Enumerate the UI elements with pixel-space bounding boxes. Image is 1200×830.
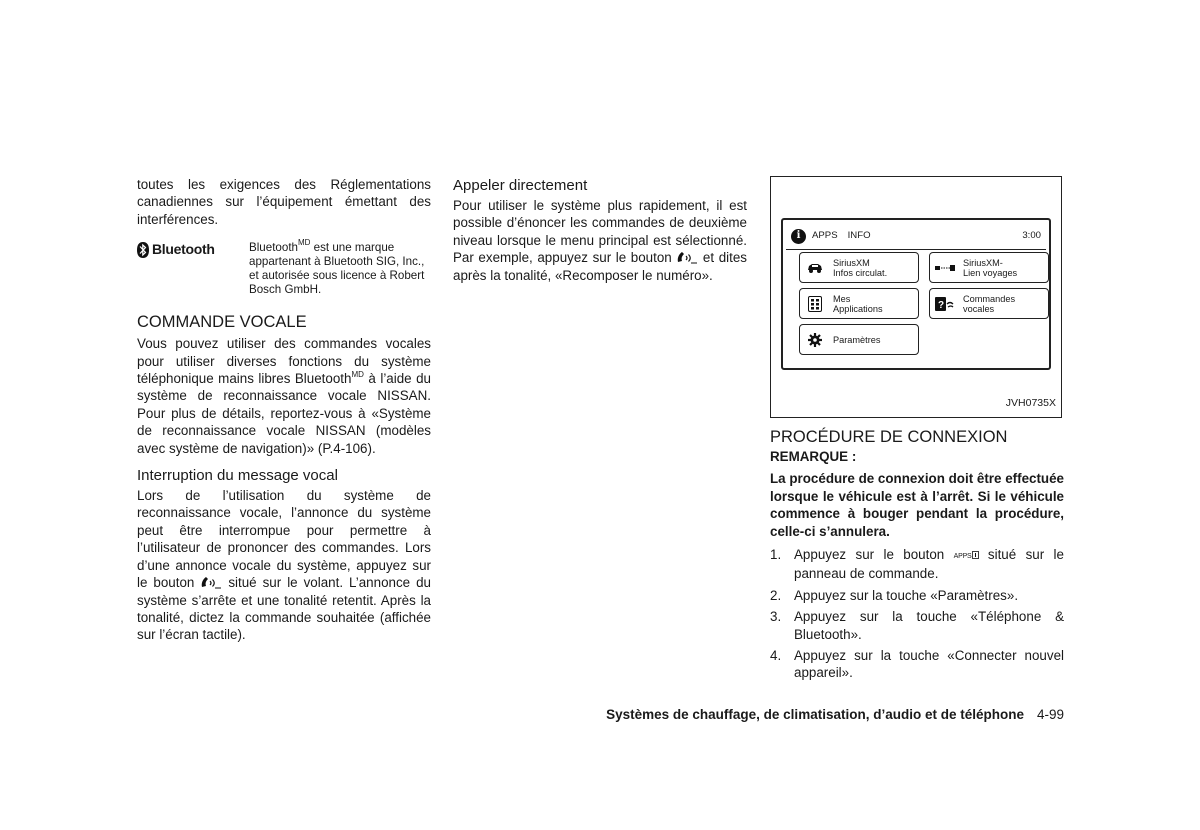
list-item: 3. Appuyez sur la touche «Téléphone & Bluetooth». bbox=[770, 609, 1064, 642]
info-icon: i bbox=[791, 229, 806, 244]
touchscreen-display bbox=[781, 218, 1051, 370]
bluetooth-logo bbox=[137, 241, 249, 297]
list-item: 2. Appuyez sur la touche «Paramètres». bbox=[770, 587, 1019, 603]
gear-icon bbox=[808, 333, 822, 347]
bluetooth-note: Bluetooth$^{MD}$ est une marque appartenant à Bluetooth SIG, Inc., et autorisée sous licence à Robert Bosch GmbH. bbox=[249, 238, 425, 297]
column-right bbox=[770, 176, 1064, 686]
heading-direct-call: Appeler directement bbox=[453, 177, 588, 194]
apps-grid-icon bbox=[808, 296, 822, 312]
heading-voice-command: COMMANDE VOCALE bbox=[137, 313, 307, 332]
voice-command-icon bbox=[935, 296, 955, 312]
screen-illustration bbox=[770, 176, 1062, 418]
bluetooth-rune-icon bbox=[137, 242, 149, 258]
direct-call-paragraph: Pour utiliser le système plus rapidement, il est possible d’énoncer les commandes de deuxième niveau lorsque le menu principal est sélectionné. Par exemple, appuyez sur le bouton et dites après la tonalité, «Recomposer le numéro». bbox=[453, 198, 747, 283]
tile-voice-commands[interactable]: ? Commandes vocales bbox=[929, 288, 1049, 319]
header-divider bbox=[786, 249, 1046, 250]
tab-info[interactable]: INFO bbox=[847, 230, 871, 242]
heading-interrupt: Interruption du message vocal bbox=[137, 467, 338, 485]
procedure-steps bbox=[770, 546, 1064, 682]
list-item: 1. Appuyez sur le bouton APPS situé sur le panneau de commande. bbox=[770, 547, 1064, 582]
tile-siriusxm-travel-link[interactable]: SiriusXM- Lien voyages bbox=[929, 252, 1049, 283]
tile-my-applications[interactable]: Mes Applications bbox=[799, 288, 919, 319]
interrupt-paragraph: Lors de l’utilisation du système de reconnaissance vocale, l’annonce du système peut être interrompue pour permettre à l’utilisateur de prononcer des commandes. Lors d’une annonce vocale du système, appuyez sur le bouton situé sur le volant. L’annonce du système s’arrête et une tonalité retentit. Après la tonalité, dictez la commande souhaitée (affichée sur l’écran tactile). bbox=[137, 488, 431, 643]
column-left bbox=[137, 176, 431, 644]
column-middle bbox=[453, 176, 747, 284]
heading-connection-procedure: PROCÉDURE DE CONNEXION bbox=[770, 428, 1008, 446]
tile-siriusxm-traffic[interactable]: SiriusXM Infos circulat. bbox=[799, 252, 919, 283]
intro-paragraph: toutes les exigences des Réglementations canadiennes sur l’équipement émettant des interférences. bbox=[137, 177, 431, 227]
page-footer bbox=[560, 707, 1064, 722]
svg-text:?: ? bbox=[938, 299, 945, 311]
travel-link-icon bbox=[935, 263, 955, 273]
remark-text: La procédure de connexion doit être effectuée lorsque le véhicule est à l’arrêt. Si le véhicule commence à bouger pendant la procédure, celle-ci s’annulera. bbox=[770, 471, 1064, 539]
remark-label: REMARQUE : bbox=[770, 449, 857, 464]
tab-apps[interactable]: APPS bbox=[812, 230, 838, 242]
bluetooth-trademark-block bbox=[137, 238, 431, 297]
clock: 3:00 bbox=[1022, 230, 1041, 242]
voice-paragraph: Vous pouvez utiliser des commandes vocales pour utiliser diverses fonctions du système téléphonique mains libres Bluetooth$^{MD}$ à l’aide du système de reconnaissance vocale NISSAN. Pour plus de détails, reportez-vous à «Système de reconnaissance vocale NISSAN (modèles avec système de navigation)» (P.4-106). bbox=[137, 336, 431, 456]
car-traffic-icon bbox=[806, 262, 824, 274]
screen-header bbox=[791, 227, 1041, 245]
bluetooth-logo-text: Bluetooth bbox=[152, 241, 215, 258]
tile-settings[interactable]: Paramètres bbox=[799, 324, 919, 355]
figure-caption: JVH0735X bbox=[1005, 396, 1056, 409]
apps-button-icon: APPS bbox=[954, 548, 979, 565]
footer-title: Systèmes de chauffage, de climatisation, d’audio et de téléphone bbox=[606, 707, 1024, 722]
talk-button-icon bbox=[676, 250, 698, 264]
list-item: 4. Appuyez sur la touche «Connecter nouvel appareil». bbox=[770, 648, 1064, 681]
page-number: 4-99 bbox=[1036, 707, 1064, 722]
talk-button-icon bbox=[200, 575, 222, 589]
